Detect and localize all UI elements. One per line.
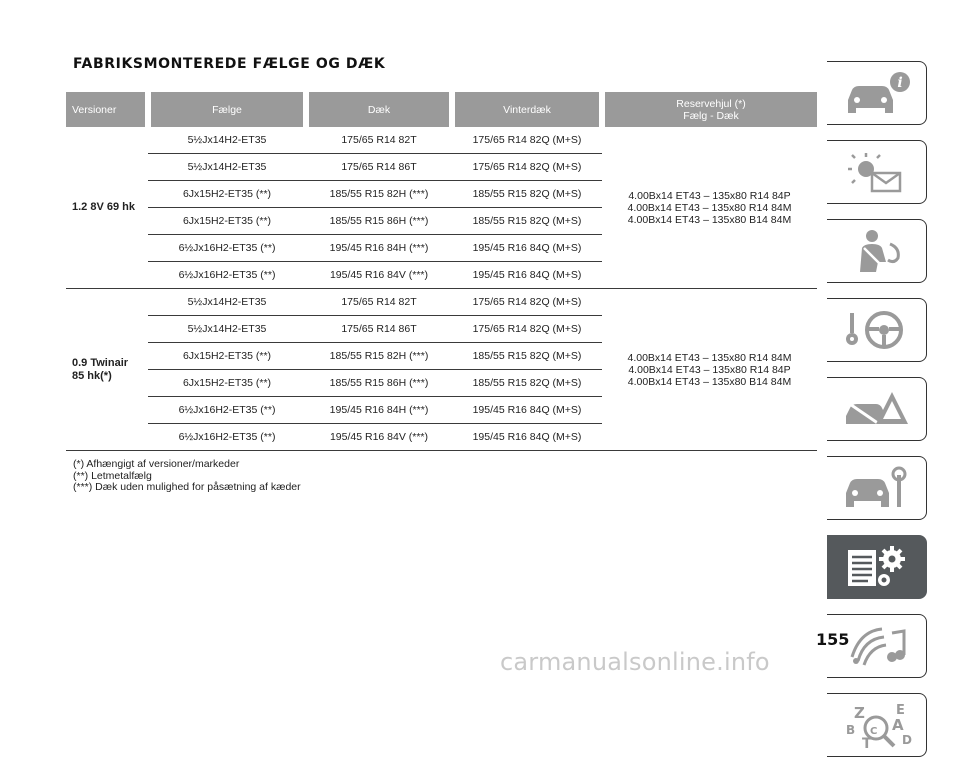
rim-cell: 6½Jx16H2-ET35 (**) xyxy=(148,424,306,451)
header-rims: Fælge xyxy=(148,92,306,127)
rim-cell: 5½Jx14H2-ET35 xyxy=(148,316,306,343)
table-header-row xyxy=(66,92,817,127)
version-cell xyxy=(66,289,148,451)
header-spare-wheel xyxy=(602,92,817,127)
rim-cell: 6Jx15H2-ET35 (**) xyxy=(148,343,306,370)
rim-cell: 5½Jx14H2-ET35 xyxy=(148,289,306,316)
tyre-cell: 185/55 R15 86H (***) xyxy=(306,370,452,397)
winter-tyre-cell: 195/45 R16 84Q (M+S) xyxy=(452,235,602,262)
tyre-cell: 185/55 R15 86H (***) xyxy=(306,208,452,235)
footnote: (**) Letmetalfælg xyxy=(73,469,152,482)
winter-tyre-cell: 175/65 R14 82Q (M+S) xyxy=(452,289,602,316)
winter-tyre-cell: 185/55 R15 82Q (M+S) xyxy=(452,181,602,208)
winter-tyre-cell: 185/55 R15 82Q (M+S) xyxy=(452,343,602,370)
footnotes xyxy=(73,459,301,494)
page-number: 155 xyxy=(816,630,850,649)
rim-cell: 6Jx15H2-ET35 (**) xyxy=(148,370,306,397)
header-spare-wheel-line2: Fælg - Dæk xyxy=(683,109,739,122)
winter-tyre-cell: 175/65 R14 82Q (M+S) xyxy=(452,316,602,343)
spare-wheel-line: 4.00Bx14 ET43 – 135x80 B14 84M xyxy=(627,375,792,388)
spare-wheel-line: 4.00Bx14 ET43 – 135x80 R14 84P xyxy=(628,363,791,376)
spare-wheel-line: 4.00Bx14 ET43 – 135x80 B14 84M xyxy=(627,213,792,226)
tyre-cell: 175/65 R14 82T xyxy=(306,127,452,154)
winter-tyre-cell: 185/55 R15 82Q (M+S) xyxy=(452,370,602,397)
index-letter: A xyxy=(891,716,904,734)
rim-cell: 6½Jx16H2-ET35 (**) xyxy=(148,235,306,262)
version-line: 0.9 Twinair xyxy=(72,356,129,369)
tyre-cell: 195/45 R16 84H (***) xyxy=(306,235,452,262)
spare-wheel-cell xyxy=(602,289,817,451)
winter-tyre-cell: 195/45 R16 84Q (M+S) xyxy=(452,424,602,451)
tyre-cell: 195/45 R16 84V (***) xyxy=(306,424,452,451)
index-letter: D xyxy=(901,733,912,747)
spare-wheel-line: 4.00Bx14 ET43 – 135x80 R14 84M xyxy=(627,351,792,364)
tab-index[interactable] xyxy=(827,693,927,757)
winter-tyre-cell: 195/45 R16 84Q (M+S) xyxy=(452,262,602,289)
tab-lights-message[interactable] xyxy=(827,140,927,204)
watermark-text: carmanualsonline.info xyxy=(500,648,770,676)
rim-cell: 5½Jx14H2-ET35 xyxy=(148,154,306,181)
tab-technical-data[interactable] xyxy=(827,535,927,599)
warning-light-message-icon xyxy=(842,149,912,195)
table-row xyxy=(66,289,817,316)
multimedia-icon xyxy=(842,621,912,671)
tyre-cell: 175/65 R14 86T xyxy=(306,316,452,343)
header-spare-wheel-line1: Reservehjul (*) xyxy=(676,97,746,110)
rim-cell: 6½Jx16H2-ET35 (**) xyxy=(148,262,306,289)
index-letter: B xyxy=(845,723,855,737)
version-cell: 1.2 8V 69 hk xyxy=(66,127,148,289)
rim-cell: 6½Jx16H2-ET35 (**) xyxy=(148,397,306,424)
version-line: 85 hk(*) xyxy=(72,369,112,382)
tyre-cell: 175/65 R14 82T xyxy=(306,289,452,316)
winter-tyre-cell: 175/65 R14 82Q (M+S) xyxy=(452,154,602,181)
winter-tyre-cell: 195/45 R16 84Q (M+S) xyxy=(452,397,602,424)
page-title: FABRIKSMONTEREDE FÆLGE OG DÆK xyxy=(73,56,386,72)
winter-tyre-cell: 175/65 R14 82Q (M+S) xyxy=(452,127,602,154)
footnote: (*) Afhængigt af versioner/markeder xyxy=(73,458,240,470)
document-gear-icon xyxy=(842,542,912,592)
tab-emergency[interactable] xyxy=(827,377,927,441)
car-info-icon xyxy=(842,70,912,116)
spare-wheel-line: 4.00Bx14 ET43 – 135x80 R14 84P xyxy=(628,189,791,202)
index-letter: E xyxy=(895,703,905,718)
header-versions: Versioner xyxy=(66,92,148,127)
rim-cell: 5½Jx14H2-ET35 xyxy=(148,127,306,154)
footnote: (***) Dæk uden mulighed for påsætning af kæder xyxy=(73,481,301,493)
chapter-sidebar xyxy=(827,61,929,772)
spare-wheel-cell xyxy=(602,127,817,289)
index-letter: T xyxy=(861,736,872,750)
alphabetical-index-icon xyxy=(842,700,912,750)
tyre-cell: 175/65 R14 86T xyxy=(306,154,452,181)
wheels-tyres-table xyxy=(66,92,817,451)
header-tyres: Dæk xyxy=(306,92,452,127)
car-wrench-icon xyxy=(842,465,912,511)
spare-wheel-line: 4.00Bx14 ET43 – 135x80 R14 84M xyxy=(627,201,792,214)
tab-maintenance[interactable] xyxy=(827,456,927,520)
tyre-cell: 195/45 R16 84V (***) xyxy=(306,262,452,289)
index-letter: C xyxy=(869,726,877,737)
tab-safety[interactable] xyxy=(827,219,927,283)
tyre-cell: 195/45 R16 84H (***) xyxy=(306,397,452,424)
header-winter-tyres: Vinterdæk xyxy=(452,92,602,127)
tab-car-info[interactable] xyxy=(827,61,927,125)
svg-text:i: i xyxy=(896,75,903,91)
table-row xyxy=(66,127,817,154)
winter-tyre-cell: 185/55 R15 82Q (M+S) xyxy=(452,208,602,235)
rim-cell: 6Jx15H2-ET35 (**) xyxy=(148,181,306,208)
seat-belt-airbag-icon xyxy=(842,226,912,276)
breakdown-warning-icon xyxy=(842,386,912,432)
rim-cell: 6Jx15H2-ET35 (**) xyxy=(148,208,306,235)
tyre-cell: 185/55 R15 82H (***) xyxy=(306,181,452,208)
index-letter: Z xyxy=(853,704,865,722)
key-steering-wheel-icon xyxy=(842,307,912,353)
tyre-cell: 185/55 R15 82H (***) xyxy=(306,343,452,370)
tab-starting-driving[interactable] xyxy=(827,298,927,362)
